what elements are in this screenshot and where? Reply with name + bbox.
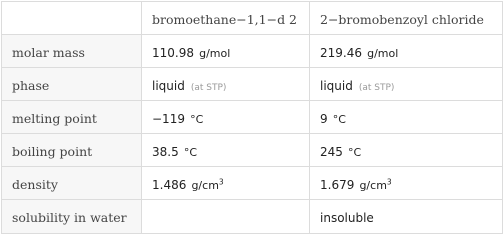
header-corner-cell bbox=[2, 2, 142, 35]
value-cell bbox=[310, 167, 503, 200]
row-label: density bbox=[12, 176, 58, 192]
value-cell bbox=[310, 101, 503, 134]
properties-table bbox=[1, 1, 503, 234]
unit-exponent: 3 bbox=[218, 176, 224, 186]
value-cell bbox=[310, 35, 503, 68]
value-number: 38.5 bbox=[152, 144, 179, 159]
column-header-label: 2−bromobenzoyl chloride bbox=[320, 11, 484, 27]
value-cell-empty bbox=[142, 200, 310, 234]
table-row-molar-mass bbox=[2, 35, 503, 68]
value-cell bbox=[142, 68, 310, 101]
value-number: −119 bbox=[152, 111, 185, 126]
value-cell bbox=[142, 134, 310, 167]
value-number: 110.98 bbox=[152, 45, 194, 60]
value-unit: °C bbox=[348, 145, 362, 159]
row-label-cell bbox=[2, 134, 142, 167]
row-label-cell bbox=[2, 35, 142, 68]
condition-note: (at STP) bbox=[358, 82, 395, 93]
column-header-bromobenzoyl-chloride bbox=[310, 2, 503, 35]
row-label: phase bbox=[12, 77, 50, 93]
column-header-bromoethane-d2 bbox=[142, 2, 310, 35]
value-unit: °C bbox=[332, 112, 346, 126]
value-number: 9 bbox=[320, 111, 328, 126]
row-label: boiling point bbox=[12, 143, 93, 159]
row-label: molar mass bbox=[12, 44, 85, 60]
value-unit: °C bbox=[183, 145, 197, 159]
row-label: melting point bbox=[12, 110, 97, 126]
condition-note: (at STP) bbox=[190, 82, 227, 93]
column-header-label: bromoethane−1,1−d 2 bbox=[152, 11, 298, 27]
row-label-cell bbox=[2, 200, 142, 234]
value-cell bbox=[310, 134, 503, 167]
value-text: liquid bbox=[320, 78, 353, 93]
table-row-density bbox=[2, 167, 503, 200]
value-number: 1.486 bbox=[152, 177, 187, 192]
row-label: solubility in water bbox=[12, 210, 127, 225]
unit-base: g/cm bbox=[191, 178, 219, 192]
value-unit: g/mol bbox=[367, 46, 399, 60]
row-label-cell bbox=[2, 167, 142, 200]
value-cell bbox=[142, 101, 310, 134]
value-cell bbox=[310, 200, 503, 234]
value-cell bbox=[142, 35, 310, 68]
table-row-boiling-point bbox=[2, 134, 503, 167]
value-unit bbox=[191, 176, 224, 192]
row-label-cell bbox=[2, 68, 142, 101]
row-label-cell bbox=[2, 101, 142, 134]
value-text: liquid bbox=[152, 78, 185, 93]
value-unit bbox=[359, 176, 392, 192]
value-text: insoluble bbox=[320, 211, 374, 225]
unit-exponent: 3 bbox=[386, 176, 392, 186]
value-number: 1.679 bbox=[320, 177, 355, 192]
value-cell bbox=[310, 68, 503, 101]
value-number: 245 bbox=[320, 144, 343, 159]
value-unit: g/mol bbox=[199, 46, 231, 60]
table-row-melting-point bbox=[2, 101, 503, 134]
value-cell bbox=[142, 167, 310, 200]
table-row-solubility-in-water bbox=[2, 200, 503, 234]
header-row bbox=[2, 2, 503, 35]
table-row-phase bbox=[2, 68, 503, 101]
value-number: 219.46 bbox=[320, 45, 362, 60]
unit-base: g/cm bbox=[359, 178, 387, 192]
value-unit: °C bbox=[190, 112, 204, 126]
